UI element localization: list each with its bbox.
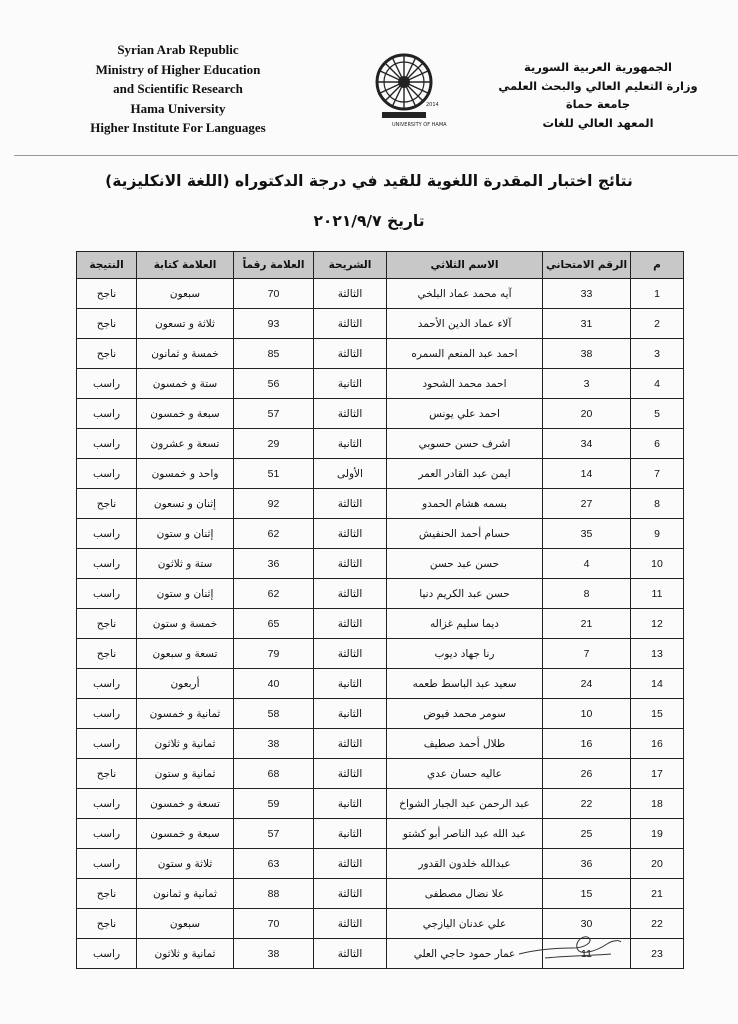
cell-mark-words: خمسة و ثمانون: [137, 339, 234, 369]
cell-mark-number: 70: [234, 909, 314, 939]
cell-full-name: طلال أحمد صطيف: [387, 729, 543, 759]
cell-category: الثالثة: [314, 519, 387, 549]
header-english-line: and Scientific Research: [113, 81, 243, 96]
table-row: [77, 669, 684, 699]
cell-mark-words: تسعة و سبعون: [137, 639, 234, 669]
cell-mark-number: 57: [234, 819, 314, 849]
cell-category: الثانية: [314, 369, 387, 399]
cell-result: راسب: [77, 399, 137, 429]
cell-mark-number: 92: [234, 489, 314, 519]
header-arabic-line: جامعة حماة: [565, 97, 631, 111]
cell-mark-number: 51: [234, 459, 314, 489]
cell-exam-number: 22: [543, 789, 631, 819]
header-arabic-line: المعهد العالي للغات: [542, 115, 654, 130]
cell-category: الثانية: [314, 429, 387, 459]
table-row: [77, 879, 684, 909]
cell-mark-words: إثنان و ستون: [137, 519, 234, 549]
cell-mark-number: 29: [234, 429, 314, 459]
cell-mark-words: سبعة و خمسون: [137, 399, 234, 429]
cell-exam-number: 25: [543, 819, 631, 849]
table-row: [77, 429, 684, 459]
cell-full-name: حسام أحمد الحنفيش: [387, 519, 543, 549]
cell-full-name: حسن عبد حسن: [387, 549, 543, 579]
header-full-name: الاسم الثلاثي: [387, 252, 543, 279]
cell-full-name: ديما سليم غزاله: [387, 609, 543, 639]
cell-mark-words: تسعة و خمسون: [137, 789, 234, 819]
cell-result: راسب: [77, 729, 137, 759]
university-logo: [368, 50, 447, 130]
cell-mark-words: واحد و خمسون: [137, 459, 234, 489]
cell-index: 5: [631, 399, 684, 429]
cell-exam-number: 14: [543, 459, 631, 489]
cell-exam-number: 34: [543, 429, 631, 459]
cell-index: 7: [631, 459, 684, 489]
cell-category: الثانية: [314, 819, 387, 849]
cell-full-name: سعيد عبد الباسط طعمه: [387, 669, 543, 699]
header-mark-number: العلامة رقماً: [234, 252, 314, 279]
cell-mark-number: 68: [234, 759, 314, 789]
cell-exam-number: 20: [543, 399, 631, 429]
cell-category: الثالثة: [314, 939, 387, 969]
cell-result: راسب: [77, 789, 137, 819]
cell-category: الثالثة: [314, 879, 387, 909]
cell-full-name: اشرف حسن حسوبي: [387, 429, 543, 459]
cell-full-name: سومر محمد فيوض: [387, 699, 543, 729]
table-row: [77, 309, 684, 339]
cell-full-name: احمد عبد المنعم السمره: [387, 339, 543, 369]
table-row: [77, 519, 684, 549]
cell-mark-words: ثمانية و ثلاثون: [137, 939, 234, 969]
cell-mark-words: تسعة و عشرون: [137, 429, 234, 459]
cell-exam-number: 11: [543, 939, 631, 969]
cell-exam-number: 31: [543, 309, 631, 339]
cell-mark-number: 56: [234, 369, 314, 399]
cell-result: راسب: [77, 549, 137, 579]
cell-result: ناجح: [77, 309, 137, 339]
table-row: [77, 639, 684, 669]
cell-mark-number: 79: [234, 639, 314, 669]
cell-exam-number: 33: [543, 279, 631, 309]
cell-exam-number: 30: [543, 909, 631, 939]
table-row: [77, 699, 684, 729]
header-english: [62, 40, 294, 138]
cell-mark-number: 63: [234, 849, 314, 879]
cell-result: ناجح: [77, 609, 137, 639]
cell-exam-number: 16: [543, 729, 631, 759]
cell-exam-number: 21: [543, 609, 631, 639]
exam-date: تاريخ ٢٠٢١/٩/٧: [313, 212, 425, 230]
page-title: نتائج اختبار المقدرة اللغوية للقيد في درجة الدكتوراه (اللغة الانكليزية): [105, 172, 633, 190]
cell-category: الثالثة: [314, 639, 387, 669]
cell-exam-number: 10: [543, 699, 631, 729]
cell-mark-number: 85: [234, 339, 314, 369]
table-row: [77, 849, 684, 879]
header-english-line: Syrian Arab Republic: [117, 42, 239, 57]
cell-category: الثالثة: [314, 549, 387, 579]
cell-result: راسب: [77, 519, 137, 549]
cell-index: 4: [631, 369, 684, 399]
cell-full-name: عمار حمود حاجي العلي: [387, 939, 543, 969]
cell-full-name: آيه محمد عماد البلخي: [387, 279, 543, 309]
cell-mark-number: 40: [234, 669, 314, 699]
cell-full-name: ايمن عبد القادر العمر: [387, 459, 543, 489]
cell-result: راسب: [77, 369, 137, 399]
cell-index: 22: [631, 909, 684, 939]
cell-full-name: عبد الرحمن عبد الجبار الشواخ: [387, 789, 543, 819]
cell-category: الثالثة: [314, 309, 387, 339]
cell-category: الثالثة: [314, 609, 387, 639]
header-divider: [14, 155, 738, 156]
cell-mark-words: أربعون: [137, 669, 234, 699]
cell-category: الثالثة: [314, 729, 387, 759]
header-arabic-line: الجمهورية العربية السورية: [524, 60, 672, 74]
table-row: [77, 399, 684, 429]
cell-mark-words: سبعون: [137, 279, 234, 309]
table-row: [77, 369, 684, 399]
cell-result: راسب: [77, 699, 137, 729]
cell-exam-number: 36: [543, 849, 631, 879]
cell-index: 21: [631, 879, 684, 909]
cell-result: راسب: [77, 459, 137, 489]
table-row: [77, 609, 684, 639]
cell-exam-number: 26: [543, 759, 631, 789]
header-index: م: [631, 252, 684, 279]
cell-mark-number: 58: [234, 699, 314, 729]
table-row: [77, 279, 684, 309]
cell-index: 16: [631, 729, 684, 759]
header-english-line: Higher Institute For Languages: [90, 120, 266, 135]
table-row: [77, 729, 684, 759]
cell-index: 13: [631, 639, 684, 669]
cell-result: راسب: [77, 429, 137, 459]
table-row: [77, 819, 684, 849]
cell-mark-number: 59: [234, 789, 314, 819]
header-english-line: Ministry of Higher Education: [95, 61, 261, 77]
cell-category: الثالثة: [314, 849, 387, 879]
cell-exam-number: 8: [543, 579, 631, 609]
cell-result: ناجح: [77, 879, 137, 909]
cell-mark-number: 38: [234, 939, 314, 969]
cell-mark-number: 57: [234, 399, 314, 429]
cell-result: راسب: [77, 669, 137, 699]
cell-index: 9: [631, 519, 684, 549]
cell-category: الثانية: [314, 789, 387, 819]
cell-category: الثالثة: [314, 909, 387, 939]
cell-category: الثالثة: [314, 489, 387, 519]
cell-category: الثالثة: [314, 339, 387, 369]
cell-exam-number: 15: [543, 879, 631, 909]
logo-caption: UNIVERSITY OF HAMA: [392, 122, 447, 128]
cell-index: 20: [631, 849, 684, 879]
cell-index: 2: [631, 309, 684, 339]
cell-full-name: عبد الله عبد الناصر أبو كشتو: [387, 819, 543, 849]
cell-category: الثالثة: [314, 579, 387, 609]
cell-mark-words: ستة و خمسون: [137, 369, 234, 399]
cell-category: الثانية: [314, 669, 387, 699]
cell-index: 12: [631, 609, 684, 639]
cell-full-name: رنا جهاد ديوب: [387, 639, 543, 669]
cell-mark-number: 65: [234, 609, 314, 639]
cell-mark-number: 36: [234, 549, 314, 579]
cell-index: 3: [631, 339, 684, 369]
cell-index: 10: [631, 549, 684, 579]
cell-mark-words: خمسة و ستون: [137, 609, 234, 639]
cell-mark-number: 88: [234, 879, 314, 909]
cell-category: الثالثة: [314, 399, 387, 429]
cell-exam-number: 4: [543, 549, 631, 579]
cell-index: 1: [631, 279, 684, 309]
cell-category: الثانية: [314, 699, 387, 729]
cell-exam-number: 7: [543, 639, 631, 669]
cell-index: 8: [631, 489, 684, 519]
cell-result: ناجح: [77, 759, 137, 789]
cell-full-name: آلاء عماد الدين الأحمد: [387, 309, 543, 339]
cell-category: الثالثة: [314, 279, 387, 309]
cell-full-name: علي عدنان اليازجي: [387, 909, 543, 939]
table-header-row: [77, 252, 684, 279]
cell-mark-number: 62: [234, 519, 314, 549]
cell-mark-words: سبعة و خمسون: [137, 819, 234, 849]
cell-index: 23: [631, 939, 684, 969]
cell-index: 14: [631, 669, 684, 699]
cell-full-name: احمد محمد الشحود: [387, 369, 543, 399]
cell-mark-words: ثمانية و خمسون: [137, 699, 234, 729]
cell-mark-words: ثمانية و ستون: [137, 759, 234, 789]
cell-mark-number: 70: [234, 279, 314, 309]
cell-mark-words: إثنان و تسعون: [137, 489, 234, 519]
cell-index: 17: [631, 759, 684, 789]
cell-full-name: عبدالله خلدون القدور: [387, 849, 543, 879]
cell-category: الثالثة: [314, 759, 387, 789]
table-row: [77, 579, 684, 609]
cell-result: راسب: [77, 849, 137, 879]
cell-index: 15: [631, 699, 684, 729]
cell-category: الأولى: [314, 459, 387, 489]
cell-exam-number: 35: [543, 519, 631, 549]
results-table: [76, 251, 684, 969]
logo-year: 2014: [426, 102, 439, 108]
cell-mark-words: ستة و ثلاثون: [137, 549, 234, 579]
cell-mark-words: ثمانية و ثمانون: [137, 879, 234, 909]
cell-mark-number: 38: [234, 729, 314, 759]
cell-result: ناجح: [77, 339, 137, 369]
table-row: [77, 549, 684, 579]
table-row: [77, 489, 684, 519]
header-category: الشريحة: [314, 252, 387, 279]
table-row: [77, 339, 684, 369]
header-english-line: Hama University: [130, 100, 226, 116]
cell-result: راسب: [77, 819, 137, 849]
table-row: [77, 459, 684, 489]
cell-full-name: علا نضال مصطفى: [387, 879, 543, 909]
cell-mark-words: ثمانية و ثلاثون: [137, 729, 234, 759]
cell-mark-words: ثلاثة و تسعون: [137, 309, 234, 339]
cell-mark-number: 62: [234, 579, 314, 609]
signature: [515, 928, 625, 968]
header-result: النتيجة: [77, 252, 137, 279]
cell-exam-number: 24: [543, 669, 631, 699]
cell-full-name: حسن عبد الكريم دنيا: [387, 579, 543, 609]
cell-mark-words: ثلاثة و ستون: [137, 849, 234, 879]
cell-index: 6: [631, 429, 684, 459]
table-row: [77, 759, 684, 789]
cell-exam-number: 27: [543, 489, 631, 519]
cell-result: ناجح: [77, 909, 137, 939]
cell-mark-number: 93: [234, 309, 314, 339]
cell-index: 11: [631, 579, 684, 609]
cell-full-name: احمد علي يونس: [387, 399, 543, 429]
cell-full-name: عاليه حسان عدي: [387, 759, 543, 789]
table-row: [77, 789, 684, 819]
cell-full-name: بسمه هشام الحمدو: [387, 489, 543, 519]
header-arabic: [488, 58, 708, 132]
cell-result: ناجح: [77, 489, 137, 519]
cell-mark-words: سبعون: [137, 909, 234, 939]
cell-index: 19: [631, 819, 684, 849]
cell-exam-number: 3: [543, 369, 631, 399]
cell-mark-words: إثنان و ستون: [137, 579, 234, 609]
cell-index: 18: [631, 789, 684, 819]
header-arabic-line: وزارة التعليم العالي والبحث العلمي: [498, 78, 698, 93]
cell-result: ناجح: [77, 639, 137, 669]
cell-result: راسب: [77, 939, 137, 969]
cell-result: راسب: [77, 579, 137, 609]
cell-exam-number: 38: [543, 339, 631, 369]
header-mark-words: العلامة كتابة: [137, 252, 234, 279]
header-exam-number: الرقم الامتحاني: [543, 252, 631, 279]
cell-result: ناجح: [77, 279, 137, 309]
